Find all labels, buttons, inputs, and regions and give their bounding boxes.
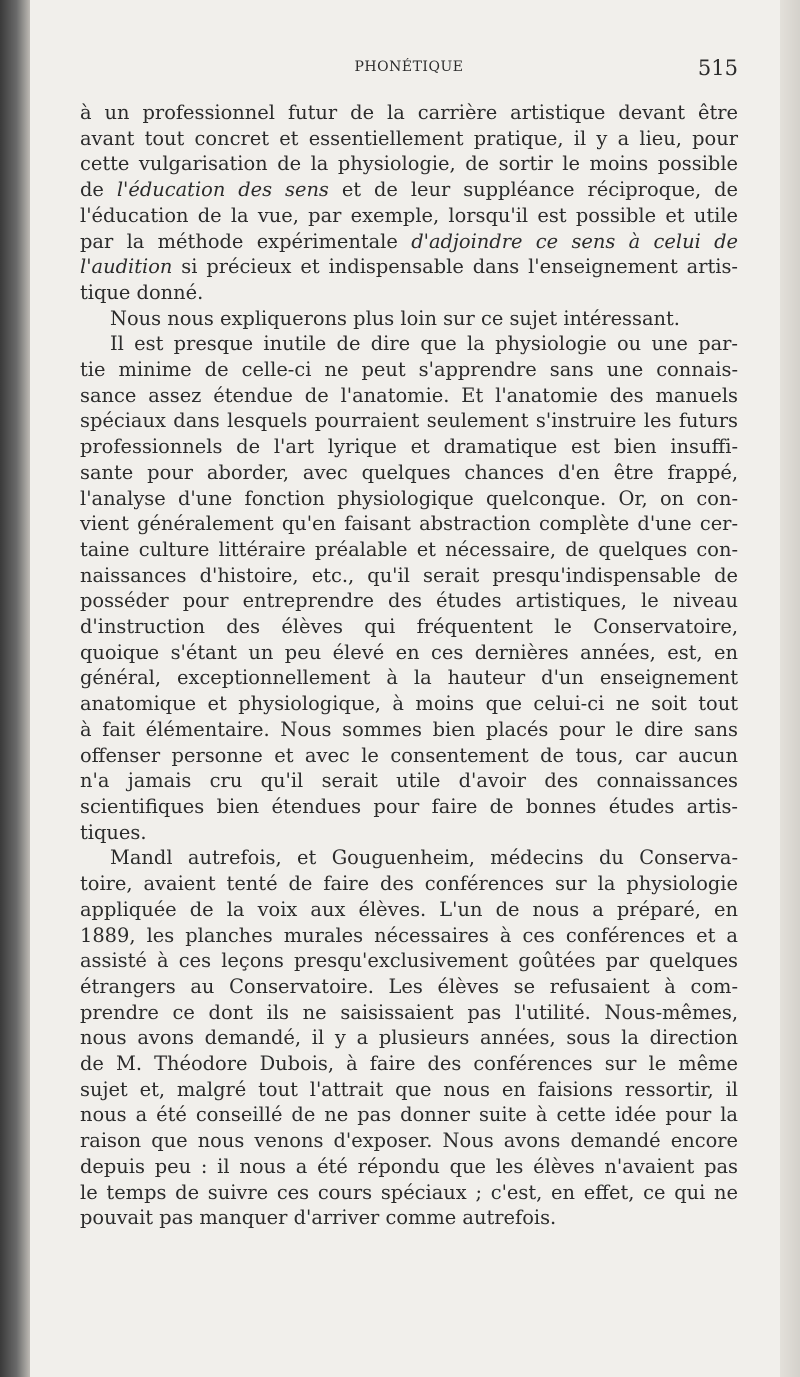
text-line: quoique s'étant un peu élevé en ces dernières années, est, en: [80, 640, 738, 664]
text-line: toire, avaient tenté de faire des conférences sur la physiologie: [80, 872, 738, 896]
text-line: sante pour aborder, avec quelques chances d'en être frappé,: [80, 460, 738, 484]
text-line: tie minime de celle-ci ne peut s'apprendre sans une connais-: [80, 358, 738, 382]
text-line: 1889, les planches murales nécessaires à ces conférences et a: [80, 923, 738, 947]
text-line: pouvait pas manquer d'arriver comme autrefois.: [80, 1206, 557, 1230]
text-line: professionnels de l'art lyrique et dramatique est bien insuffi-: [80, 435, 738, 459]
text-line: spéciaux dans lesquels pourraient seulement s'instruire les futurs: [80, 409, 738, 433]
italic-text: d'adjoindre ce sens à celui de: [411, 229, 738, 253]
text-line: le temps de suivre ces cours spéciaux ; c'est, en effet, ce qui ne: [80, 1180, 738, 1204]
body-text: [80, 100, 738, 1231]
text-line: anatomique et physiologique, à moins que celui-ci ne soit tout: [80, 692, 738, 716]
text-line: scientifiques bien étendues pour faire de bonnes études artis-: [80, 794, 738, 818]
book-binding-shadow: [0, 0, 30, 1377]
text-line: vient généralement qu'en faisant abstraction complète d'une cer-: [80, 512, 738, 536]
text-line: à un professionnel futur de la carrière artistique devant être: [80, 101, 738, 124]
text-line: Nous nous expliquerons plus loin sur ce sujet intéressant.: [110, 306, 680, 330]
text-line: l'analyse d'une fonction physiologique quelconque. Or, on con-: [80, 486, 738, 510]
text-line: avant tout concret et essentiellement pratique, il y a lieu, pour: [80, 126, 738, 150]
text-line: étrangers au Conservatoire. Les élèves se refusaient à com-: [80, 974, 738, 998]
text-line: de M. Théodore Dubois, à faire des conférences sur le même: [80, 1052, 738, 1076]
page-header: [80, 56, 738, 84]
text-line: nous a été conseillé de ne pas donner suite à cette idée pour la: [80, 1103, 738, 1127]
text-line: général, exceptionnellement à la hauteur d'un enseignement: [80, 666, 738, 690]
running-head: PHONÉTIQUE: [354, 59, 464, 75]
text-line: prendre ce dont ils ne saisissaient pas l'utilité. Nous-mêmes,: [80, 1000, 738, 1024]
page-number: 515: [697, 56, 738, 80]
text-line: naissances d'histoire, etc., qu'il serait presqu'indispensable de: [80, 563, 738, 587]
text-line: raison que nous venons d'exposer. Nous avons demandé encore: [80, 1129, 738, 1153]
text-line: sujet et, malgré tout l'attrait que nous en faisions ressortir, il: [80, 1077, 738, 1101]
text-line: tiques.: [80, 820, 147, 844]
text-line: l'audition si précieux et indispensable dans l'enseignement artis-: [80, 255, 738, 279]
text-line: assisté à ces leçons presqu'exclusivement goûtées par quelques: [80, 949, 738, 973]
text-line: appliquée de la voix aux élèves. L'un de nous a préparé, en: [80, 897, 738, 921]
text-line: à fait élémentaire. Nous sommes bien placés pour le dire sans: [80, 717, 738, 741]
page-edge: [780, 0, 800, 1377]
text-line: l'éducation de la vue, par exemple, lorsqu'il est possible et utile: [80, 203, 738, 227]
text-line: taine culture littéraire préalable et nécessaire, de quelques con-: [80, 537, 738, 561]
text-line: posséder pour entreprendre des études artistiques, le niveau: [80, 589, 738, 613]
text-line: depuis peu : il nous a été répondu que les élèves n'avaient pas: [80, 1154, 738, 1178]
italic-text: l'éducation des sens: [116, 178, 329, 202]
text-line: nous avons demandé, il y a plusieurs années, sous la direction: [80, 1026, 738, 1050]
text-line: Il est presque inutile de dire que la physiologie ou une par-: [110, 332, 738, 356]
text-line: par la méthode expérimentale d'adjoindre ce sens à celui de: [80, 229, 738, 253]
italic-text: l'audition: [80, 255, 173, 279]
text-line: de l'éducation des sens et de leur suppléance réciproque, de: [80, 178, 738, 202]
text-line: d'instruction des élèves qui fréquentent le Conservatoire,: [80, 615, 738, 639]
text-line: tique donné.: [80, 280, 204, 304]
text-line: cette vulgarisation de la physiologie, de sortir le moins possible: [80, 152, 738, 176]
text-line: Mandl autrefois, et Gouguenheim, médecins du Conserva-: [110, 846, 738, 870]
text-line: n'a jamais cru qu'il serait utile d'avoir des connaissances: [80, 769, 738, 793]
text-line: offenser personne et avec le consentement de tous, car aucun: [80, 743, 738, 767]
text-line: sance assez étendue de l'anatomie. Et l'anatomie des manuels: [80, 383, 738, 407]
